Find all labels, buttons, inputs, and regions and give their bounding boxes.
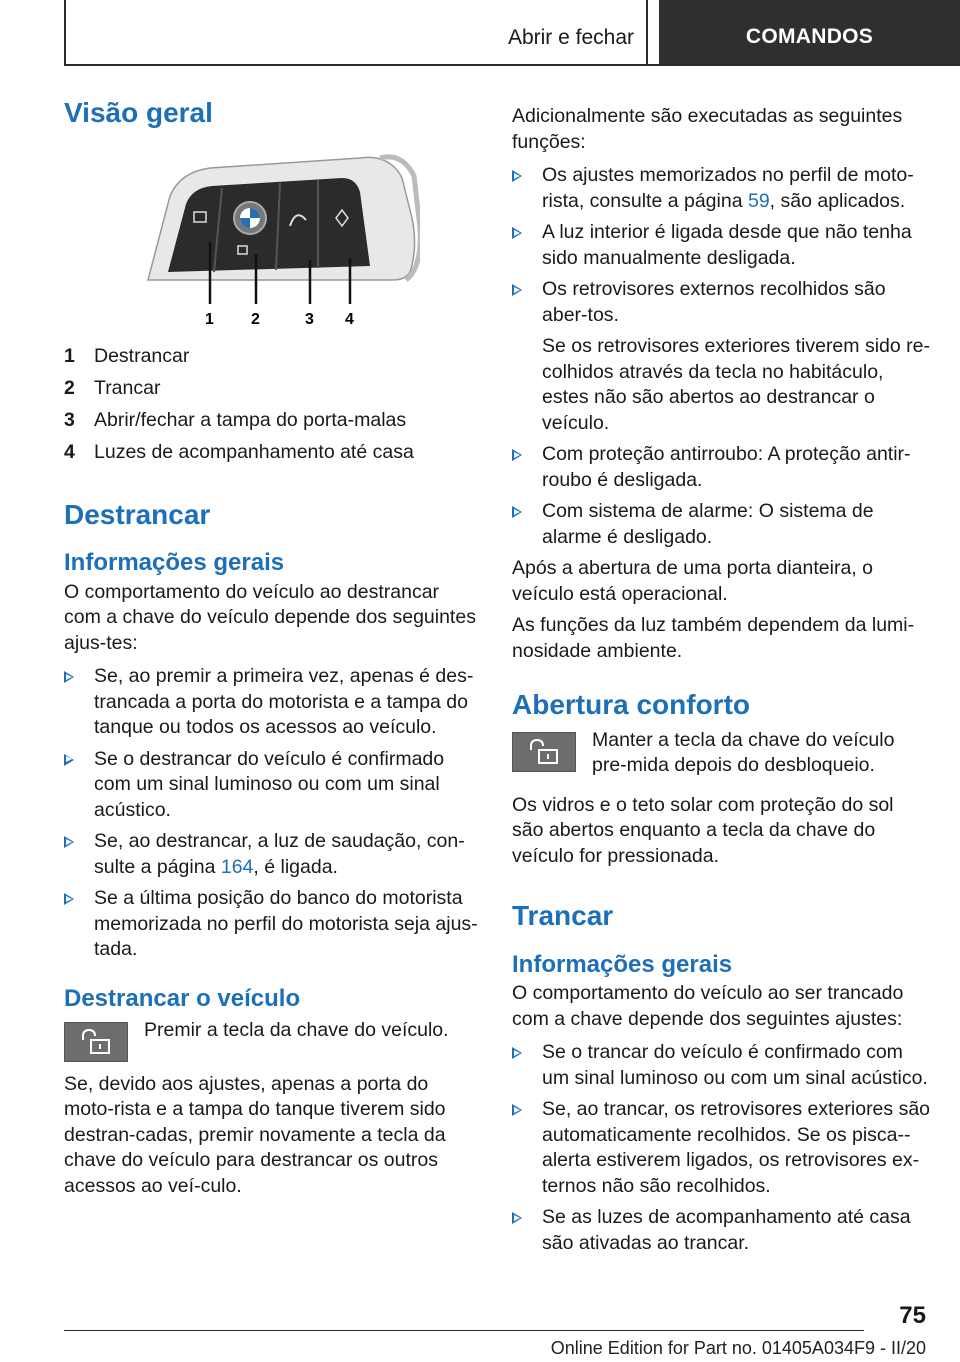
unlock-key-text: Premir a tecla da chave do veículo. (144, 1018, 449, 1041)
paragraph-comfort-detail: Os vidros e o teto solar com proteção do sol são abertos enquanto a tecla da chave do veículo for pressionada. (512, 793, 894, 867)
triangle-bullet-icon (512, 284, 522, 296)
footer-rule (64, 1330, 864, 1331)
list-item: Se, ao premir a primeira vez, apenas é des-trancada a porta do motorista e a tampa do tanque ou todos os acessos ao veículo. (64, 664, 478, 741)
unlock-settings-list (64, 664, 478, 963)
comfort-key-instruction (512, 728, 930, 779)
heading-unlock: Destrancar (64, 498, 211, 530)
callout-4: 4 (345, 310, 354, 328)
callout-3: 3 (305, 310, 314, 328)
paragraph-additional-functions: Adicionalmente são executadas as seguintes funções: (512, 105, 903, 153)
triangle-bullet-icon (512, 227, 522, 239)
lock-settings-list (512, 1040, 930, 1256)
callout-2: 2 (251, 310, 260, 328)
legend-item: 4 Luzes de acompanhamento até casa (64, 440, 414, 463)
list-item: Se o trancar do veículo é confirmado com um sinal luminoso ou com um sinal acústico. (512, 1040, 930, 1091)
figure-legend (64, 340, 478, 468)
triangle-bullet-icon (64, 671, 74, 683)
list-item: Se, ao trancar, os retrovisores exteriores são automaticamente recolhidos. Se os pisca--alerta estiverem ligados, os retrovisores ex-ternos não são recolhidos. (512, 1097, 930, 1199)
list-item: Se a última posição do banco do motorista memorizada no perfil do motorista seja ajus-tada. (64, 886, 478, 963)
triangle-bullet-icon (512, 170, 522, 182)
page-link-59[interactable]: 59 (747, 189, 770, 212)
triangle-bullet-icon (512, 1104, 522, 1116)
header-rule (64, 64, 960, 66)
paragraph-operational: Após a abertura de uma porta dianteira, o veículo está operacional. (512, 557, 873, 605)
legend-item: 3 Abrir/fechar a tampa do porta-malas (64, 408, 407, 431)
unlock-key-instruction (64, 1018, 478, 1062)
list-item: Os retrovisores externos recolhidos são aber-tos. Se os retrovisores exteriores tiverem sido re-colhidos através da tecla no habitáculo, estes não são abertos ao destrancar o veículo. (512, 277, 930, 436)
paragraph-unlock-intro: O comportamento do veículo ao destrancar com a chave do veículo depende dos seguintes ajus-tes: (64, 580, 476, 654)
triangle-bullet-icon (64, 836, 74, 848)
mirror-note: Se os retrovisores exteriores tiverem sido re-colhidos através da tecla no habitáculo, estes não são abertos ao destrancar o veículo. (542, 335, 930, 434)
header-section-title: Abrir e fechar (507, 26, 634, 49)
paragraph-unlock-detail: Se, devido aos ajustes, apenas a porta do moto-rista e a tampa do tanque tiverem sido destran-cadas, premir novamente a tecla da chave do veículo para destrancar os outros acessos ao veí-culo. (64, 1072, 446, 1197)
footer-edition: Online Edition for Part no. 01405A034F9 - II/20 (550, 1338, 926, 1358)
subheading-general-info: Informações gerais (64, 549, 285, 577)
triangle-bullet-icon (64, 893, 74, 905)
page-number: 75 (899, 1302, 926, 1329)
heading-overview: Visão geral (64, 97, 213, 128)
legend-item: 2 Trancar (64, 376, 161, 399)
list-item: A luz interior é ligada desde que não tenha sido manualmente desligada. (512, 220, 930, 271)
paragraph-lock-intro: O comportamento do veículo ao ser trancado com a chave depende dos seguintes ajustes: (512, 982, 904, 1030)
subheading-unlock-vehicle: Destrancar o veículo (64, 984, 301, 1012)
page-link-164[interactable]: 164 (220, 855, 254, 878)
left-column (64, 96, 478, 1199)
triangle-bullet-icon (512, 1047, 522, 1059)
triangle-bullet-icon (512, 1212, 522, 1224)
functions-list (512, 163, 930, 550)
subheading-lock-general-info: Informações gerais (512, 950, 733, 978)
vehicle-key-illustration (130, 148, 420, 330)
list-item: Os ajustes memorizados no perfil de moto-rista, consulte a página 59, são aplicados. (512, 163, 930, 214)
list-item: Se as luzes de acompanhamento até casa são ativadas ao trancar. (512, 1205, 930, 1256)
list-item: Com proteção antirroubo: A proteção antir-roubo é desligada. (512, 442, 930, 493)
paragraph-light-functions: As funções da luz também dependem da lumi-nosidade ambiente. (512, 614, 915, 662)
heading-lock: Trancar (512, 900, 614, 932)
legend-item: 1 Destrancar (64, 344, 190, 367)
list-item: Com sistema de alarme: O sistema de alarme é desligado. (512, 499, 930, 550)
triangle-bullet-icon (512, 449, 522, 461)
unlock-padlock-icon (64, 1022, 128, 1062)
list-item: Se o destrancar do veículo é confirmado com um sinal luminoso ou com um sinal acústico. (64, 747, 478, 824)
heading-comfort-opening: Abertura conforto (512, 689, 750, 720)
callout-1: 1 (205, 310, 214, 328)
header-chapter-tab: COMANDOS (659, 0, 960, 64)
comfort-key-text: Manter a tecla da chave do veículo pre-mida depois do desbloqueio. (592, 728, 895, 777)
right-column (512, 104, 930, 1256)
list-item: Se, ao destrancar, a luz de saudação, con-sulte a página 164, é ligada. (64, 829, 478, 880)
unlock-padlock-icon (512, 732, 576, 772)
key-figure (130, 148, 420, 330)
triangle-bullet-icon (512, 506, 522, 518)
triangle-bullet-icon (64, 754, 74, 766)
